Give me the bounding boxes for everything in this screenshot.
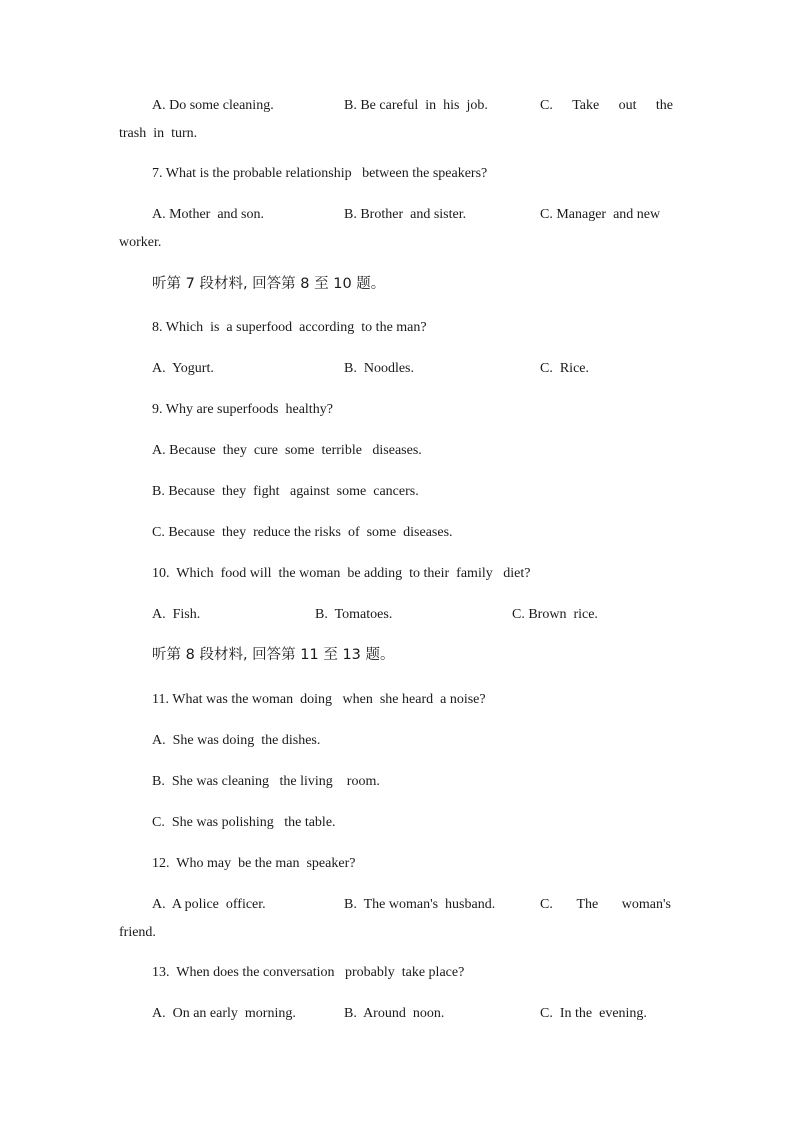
q13-option-b: B. Around noon. bbox=[344, 1006, 445, 1021]
q6-option-c bbox=[540, 97, 673, 115]
q8-option-b: B. Noodles. bbox=[344, 361, 414, 376]
q8-option-a: A. Yogurt. bbox=[152, 361, 214, 376]
q6-option-c-word: C. bbox=[540, 98, 553, 113]
q9-option-b: B. Because they fight against some cancers. bbox=[152, 484, 419, 499]
q9-question: 9. Why are superfoods healthy? bbox=[152, 402, 333, 417]
q10-option-c: C. Brown rice. bbox=[512, 607, 598, 622]
q7-option-b: B. Brother and sister. bbox=[344, 207, 467, 222]
q12-option-c-word: The bbox=[576, 897, 599, 912]
q6-option-b: B. Be careful in his job. bbox=[344, 98, 488, 113]
q12-option-c-word: C. bbox=[540, 897, 553, 912]
q12-option-a: A. A police officer. bbox=[152, 897, 266, 912]
q13-option-c: C. In the evening. bbox=[540, 1006, 647, 1021]
q7-option-a: A. Mother and son. bbox=[152, 207, 264, 222]
q11-option-a: A. She was doing the dishes. bbox=[152, 733, 321, 748]
q12-option-c-word: woman's bbox=[621, 897, 671, 912]
q8-question: 8. Which is a superfood according to the man? bbox=[152, 320, 427, 335]
q7-option-c-continued: worker. bbox=[119, 235, 162, 250]
q11-question: 11. What was the woman doing when she heard a noise? bbox=[152, 692, 486, 707]
q13-option-a: A. On an early morning. bbox=[152, 1006, 296, 1021]
q10-option-a: A. Fish. bbox=[152, 607, 201, 622]
q9-option-c: C. Because they reduce the risks of some diseases. bbox=[152, 525, 453, 540]
q6-option-c-continued: trash in turn. bbox=[119, 126, 198, 141]
q6-option-a: A. Do some cleaning. bbox=[152, 98, 274, 113]
q8-option-c: C. Rice. bbox=[540, 361, 589, 376]
section-8-heading: 听第 8 段材料, 回答第 11 至 13 题。 bbox=[152, 647, 395, 663]
q10-option-b: B. Tomatoes. bbox=[315, 607, 393, 622]
q11-option-c: C. She was polishing the table. bbox=[152, 815, 336, 830]
q10-question: 10. Which food will the woman be adding to their family diet? bbox=[152, 566, 531, 581]
q6-option-c-word: out bbox=[618, 98, 637, 113]
q6-option-c-word: the bbox=[655, 98, 673, 113]
q7-option-c: C. Manager and new bbox=[540, 207, 661, 222]
section-7-heading: 听第 7 段材料, 回答第 8 至 10 题。 bbox=[152, 276, 386, 292]
q13-question: 13. When does the conversation probably take place? bbox=[152, 965, 465, 980]
q12-option-c bbox=[540, 896, 671, 914]
q6-option-c-word: Take bbox=[572, 98, 600, 113]
q12-option-c-continued: friend. bbox=[119, 925, 156, 940]
q12-question: 12. Who may be the man speaker? bbox=[152, 856, 356, 871]
q9-option-a: A. Because they cure some terrible diseases. bbox=[152, 443, 422, 458]
q7-question: 7. What is the probable relationship between the speakers? bbox=[152, 166, 488, 181]
q12-option-b: B. The woman's husband. bbox=[344, 897, 496, 912]
q11-option-b: B. She was cleaning the living room. bbox=[152, 774, 380, 789]
